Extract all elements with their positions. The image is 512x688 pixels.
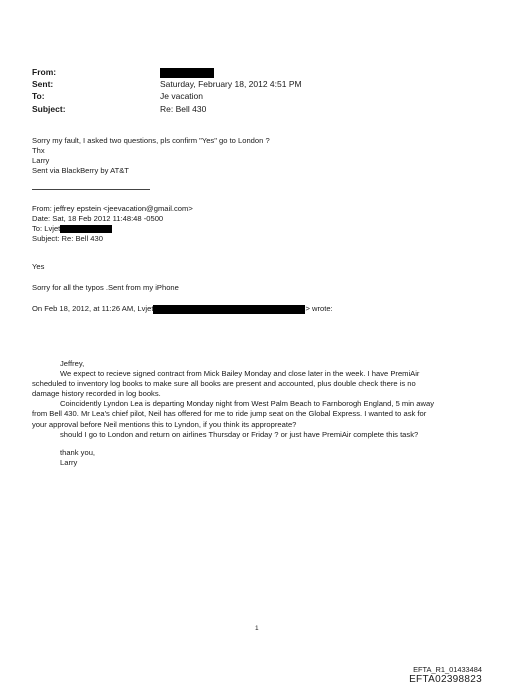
subject-row [32,103,302,115]
quoted-to-text: To: Lvjet [32,224,61,233]
reply-line: Sorry my fault, I asked two questions, pls confirm "Yes" go to London ? [32,136,270,145]
paragraph-line: from Bell 430. Mr Lea's chief pilot, Neil has offered for me to ride jump seat on the Global Express. I wanted to ask for [32,409,427,419]
to-label: To: [32,91,45,102]
on-wrote-prefix: On Feb 18, 2012, at 11:26 AM, Lvjet [32,304,154,313]
quoted-to [32,224,193,234]
subject-value: Re: Bell 430 [160,103,207,114]
footer-id-2: EFTA02398823 [409,674,482,685]
from-value [160,66,214,78]
from-row [32,66,302,78]
email-header [32,66,302,115]
redaction-bar [160,68,214,78]
salutation: Jeffrey, [60,359,85,368]
separator-line [32,189,150,190]
yes-reply: Yes [32,262,45,271]
sent-label: Sent: [32,79,54,90]
reply-line: Sent via BlackBerry by AT&T [32,166,129,175]
closing: thank you, [60,447,96,457]
reply-line: Thx [32,146,45,155]
signature: Larry [60,457,78,467]
sent-value: Saturday, February 18, 2012 4:51 PM [160,79,302,90]
redaction-bar [60,225,112,233]
from-label: From: [32,67,57,77]
spacer [32,440,472,448]
paragraph-line: your approval before Neil mentions this to Lyndon, if you think its appropreate? [32,419,297,429]
to-value: Je vacation [160,91,203,102]
sent-row [32,78,302,90]
paragraph-line: damage history recorded in log books. [32,389,161,399]
reply-block [32,136,270,176]
redaction-bar [153,305,305,314]
quoted-date: Date: Sat, 18 Feb 2012 11:48:48 -0500 [32,214,164,223]
message-body [32,359,472,468]
on-wrote-line [32,304,333,314]
paragraph-line: should I go to London and return on airlines Thursday or Friday ? or just have PremiAir complete this task? [60,429,419,439]
to-row [32,90,302,102]
quoted-from: From: jeffrey epstein <jeevacation@gmail.com> [32,204,193,213]
typos-note: Sorry for all the typos .Sent from my iPhone [32,283,179,292]
reply-line: Larry [32,156,50,165]
footer-id-1: EFTA_R1_01433484 [413,665,482,674]
page-number: 1 [255,625,259,632]
paragraph-line: We expect to recieve signed contract from Mick Bailey Monday and close later in the week. I have PremiAir [60,369,420,379]
quoted-header [32,204,193,244]
on-wrote-suffix: > wrote: [305,304,333,313]
paragraph-line: scheduled to inventory log books to make sure all books are present and accounted, plus double check there is no [32,379,416,389]
paragraph-line: Coincidently Lyndon Lea is departing Monday night from West Palm Beach to Farnborogh England, 5 min away [60,399,434,409]
quoted-subject: Subject: Re: Bell 430 [32,234,103,243]
subject-label: Subject: [32,103,66,114]
